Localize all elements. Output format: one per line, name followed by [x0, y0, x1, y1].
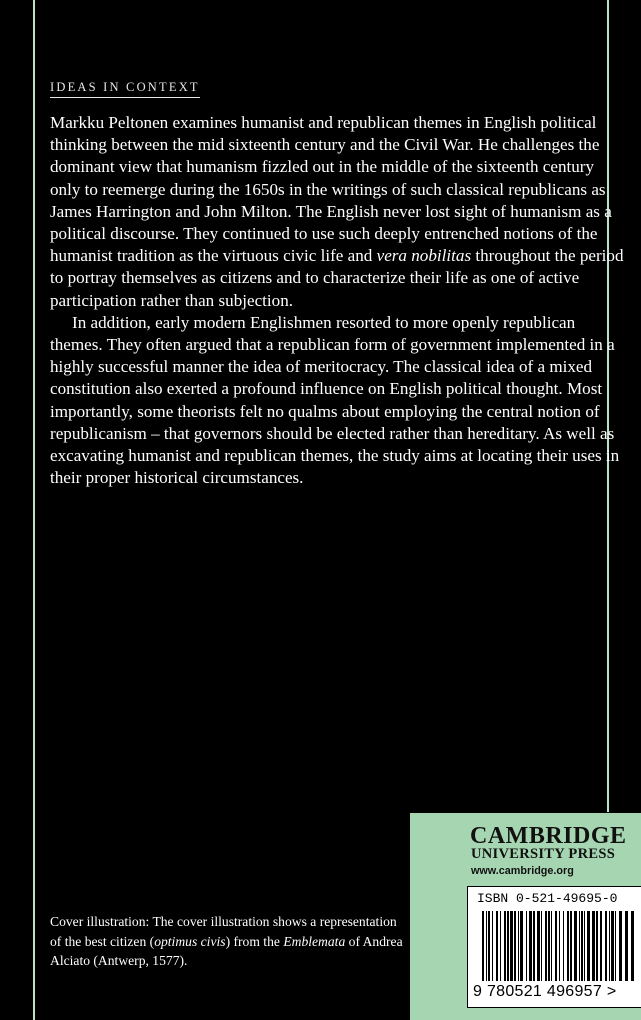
blurb-paragraph-1 — [50, 112, 625, 312]
barcode-stripe — [507, 911, 509, 981]
barcode-stripe — [570, 911, 572, 981]
barcode-stripe — [584, 911, 585, 981]
barcode-stripe — [559, 911, 560, 981]
book-blurb — [50, 112, 625, 489]
cover-note-italic: optimus civis — [154, 933, 226, 949]
left-border-line — [33, 0, 35, 1020]
barcode-stripe — [619, 911, 622, 981]
barcode-stripe — [579, 911, 580, 981]
cover-note-text: ) from the — [225, 933, 284, 949]
barcode-stripe — [518, 911, 519, 981]
publisher-panel — [410, 813, 641, 1020]
cover-illustration-note — [50, 912, 405, 971]
barcode-stripe — [482, 911, 484, 981]
publisher-name: CAMBRIDGE — [470, 823, 627, 849]
barcode-stripe — [555, 911, 557, 981]
publisher-subname: UNIVERSITY PRESS — [471, 846, 616, 862]
barcode-stripe — [611, 911, 614, 981]
barcode-stripe — [631, 911, 634, 981]
barcode-stripe — [500, 911, 501, 981]
barcode-stripe — [625, 911, 628, 981]
barcode-stripe — [563, 911, 564, 981]
barcode-stripe — [605, 911, 607, 981]
barcode-stripe — [537, 911, 540, 981]
barcode-stripe — [520, 911, 523, 981]
barcode-stripe — [488, 911, 490, 981]
publisher-url: www.cambridge.org — [471, 865, 574, 877]
barcode-stripe — [526, 911, 527, 981]
barcode-stripe — [596, 911, 598, 981]
barcode-stripe — [504, 911, 506, 981]
barcode-stripe — [492, 911, 493, 981]
barcode-stripe — [529, 911, 532, 981]
barcode-stripe — [514, 911, 516, 981]
barcode-stripe — [587, 911, 590, 981]
barcode-digits: 9 780521 496957 > — [473, 983, 617, 1000]
barcode-stripe — [592, 911, 595, 981]
series-title: IDEAS IN CONTEXT — [50, 80, 200, 98]
barcode-stripe — [615, 911, 616, 981]
barcode-stripe — [574, 911, 577, 981]
barcode-stripe — [510, 911, 513, 981]
barcode-stripe — [533, 911, 535, 981]
barcode-stripe — [541, 911, 542, 981]
barcode-box — [467, 886, 641, 1008]
barcode-stripe — [548, 911, 550, 981]
blurb-italic-term: vera nobilitas — [376, 246, 472, 266]
cover-note-text: of Andrea Alciato (Antwerp, 1577). — [50, 933, 403, 968]
blurb-paragraph-2: In addition, early modern Englishmen resorted to more openly republican themes. They often argued that a republican form of government implemented in a highly successful manner the idea of meritocracy. The classical idea of a mixed constitution also exerted a profound influence on English political thought. Most importantly, some theorists felt no qualms about employing the central notion of republicanism – that governors should be elected rather than hereditary. As well as excavating humanist and republican themes, the study aims at locating their uses in their proper historical circumstances. — [50, 312, 620, 488]
barcode-stripe — [567, 911, 569, 981]
barcode-icon — [472, 911, 636, 983]
blurb-text: throughout the period to portray themselves as citizens and to characterize their life as one of active participation rather than subjection. — [50, 246, 624, 310]
blurb-text: Markku Peltonen examines humanist and republican themes in English political thinking between the mid sixteenth century and the Civil War. He challenges the dominant view that humanism fizzled out in the middle of the sixteenth century only to reemerge during the 1650s in the writings of such classical republicans as James Harrington and John Milton. The English never lost sight of humanism as a political discourse. They continued to use such deeply entrenched notions of the humanist tradition as the virtuous civic life and — [50, 113, 612, 266]
barcode-stripe — [486, 911, 487, 981]
barcode-stripe — [581, 911, 583, 981]
isbn-label: ISBN 0-521-49695-0 — [477, 891, 618, 906]
cover-note-text: Cover illustration: The cover illustration shows a representation of the best citizen ( — [50, 914, 397, 949]
barcode-stripe — [551, 911, 552, 981]
barcode-stripe — [545, 911, 547, 981]
barcode-stripe — [600, 911, 602, 981]
barcode-stripe — [609, 911, 610, 981]
barcode-stripe — [496, 911, 498, 981]
cover-note-italic: Emblemata — [283, 933, 346, 949]
